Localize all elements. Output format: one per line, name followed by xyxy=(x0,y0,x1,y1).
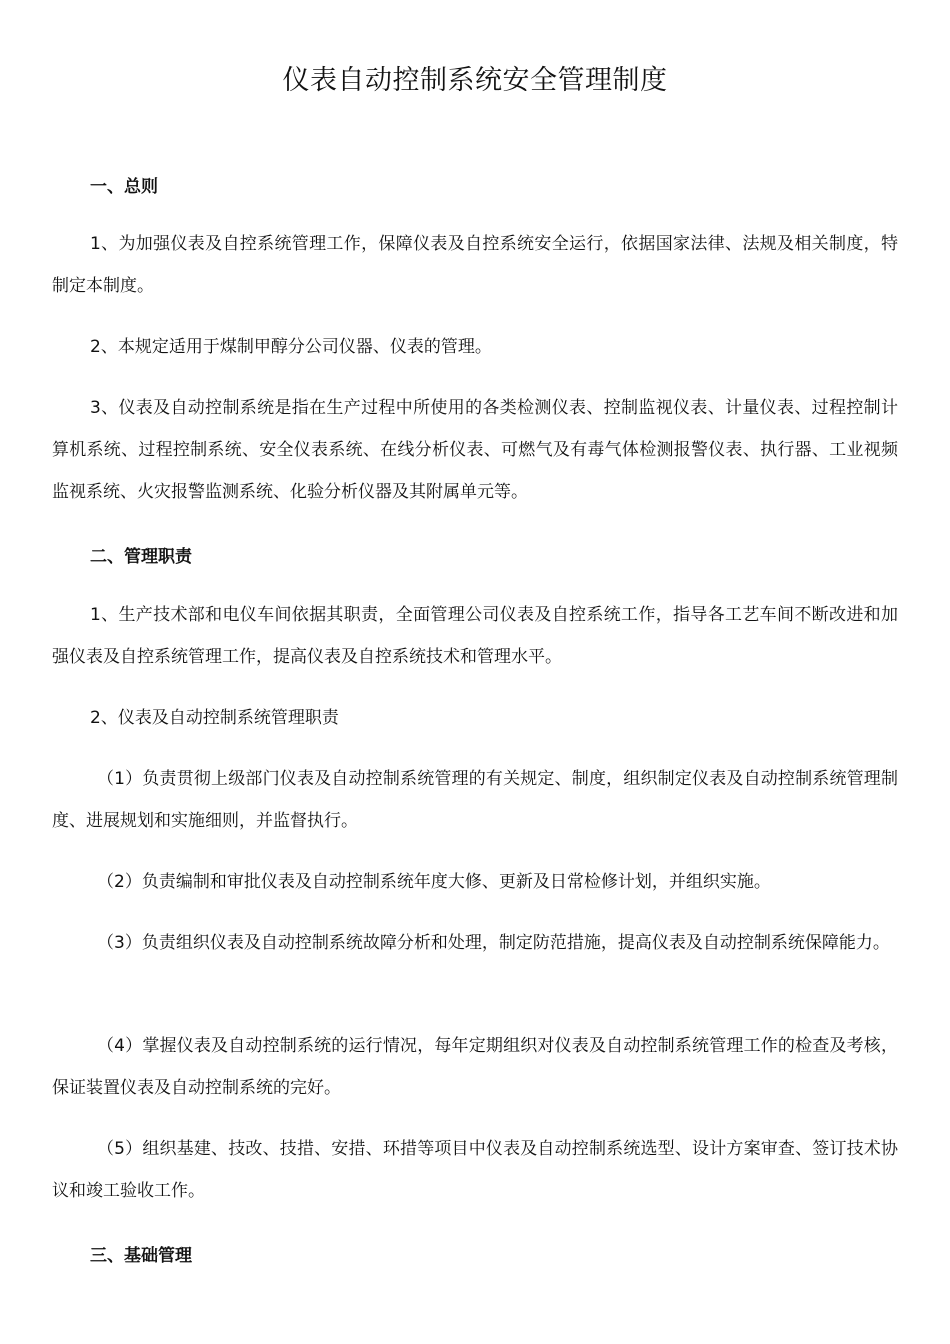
paragraph-general-1: 1、为加强仪表及自控系统管理工作，保障仪表及自控系统安全运行，依据国家法律、法规及相关制度，特制定本制度。 xyxy=(52,234,898,296)
paragraph-duty-4: （4）掌握仪表及自动控制系统的运行情况，每年定期组织对仪表及自动控制系统管理工作的检查及考核，保证装置仪表及自动控制系统的完好。 xyxy=(52,1036,898,1098)
paragraph-duty-3: （3）负责组织仪表及自动控制系统故障分析和处理，制定防范措施，提高仪表及自动控制系统保障能力。 xyxy=(97,933,890,953)
paragraph-general-2: 2、本规定适用于煤制甲醇分公司仪器、仪表的管理。 xyxy=(90,337,492,357)
section-heading-general: 一、总则 xyxy=(90,177,158,197)
paragraph-responsibilities-2: 2、仪表及自动控制系统管理职责 xyxy=(90,708,339,728)
paragraph-responsibilities-1: 1、生产技术部和电仪车间依据其职责，全面管理公司仪表及自控系统工作，指导各工艺车间不断改进和加强仪表及自控系统管理工作，提高仪表及自控系统技术和管理水平。 xyxy=(52,605,898,667)
document-title: 仪表自动控制系统安全管理制度 xyxy=(282,65,668,96)
paragraph-duty-1: （1）负责贯彻上级部门仪表及自动控制系统管理的有关规定、制度，组织制定仪表及自动控制系统管理制度、进展规划和实施细则，并监督执行。 xyxy=(52,769,898,831)
section-heading-responsibilities: 二、管理职责 xyxy=(90,547,192,567)
paragraph-duty-2: （2）负责编制和审批仪表及自动控制系统年度大修、更新及日常检修计划，并组织实施。 xyxy=(97,872,771,892)
paragraph-duty-5: （5）组织基建、技改、技措、安措、环措等项目中仪表及自动控制系统选型、设计方案审查、签订技术协议和竣工验收工作。 xyxy=(52,1139,898,1201)
section-heading-basic-management: 三、基础管理 xyxy=(90,1246,192,1266)
paragraph-general-3: 3、仪表及自动控制系统是指在生产过程中所使用的各类检测仪表、控制监视仪表、计量仪表、过程控制计算机系统、过程控制系统、安全仪表系统、在线分析仪表、可燃气及有毒气体检测报警仪表、执行器、工业视频监视系统、火灾报警监测系统、化验分析仪器及其附属单元等。 xyxy=(52,398,898,502)
